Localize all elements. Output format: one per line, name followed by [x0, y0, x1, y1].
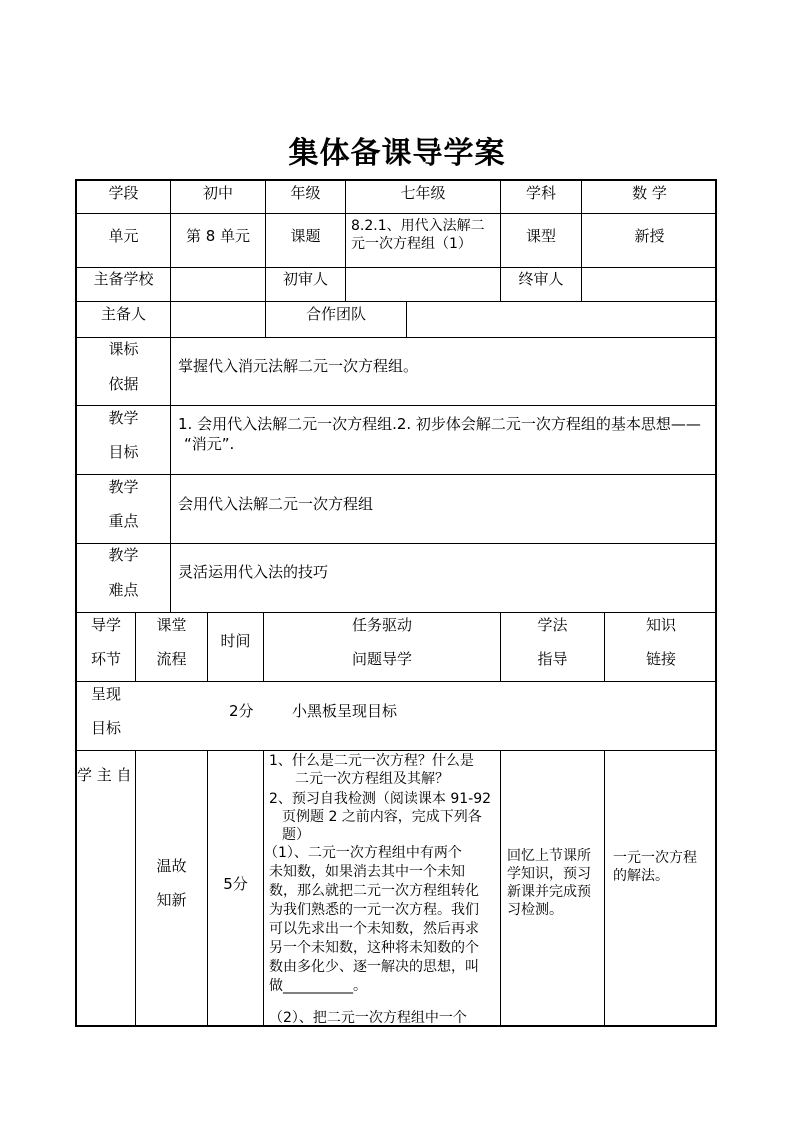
- keypoint-text: 会用代入法解二元一次方程组: [178, 495, 374, 513]
- label-difficulty-line2: 难点: [108, 581, 139, 599]
- row-divider: [77, 612, 717, 613]
- value-unit: 第 8 单元: [185, 227, 251, 245]
- label-final-reviewer: 终审人: [518, 270, 564, 288]
- task-line: 做__________。: [269, 978, 367, 994]
- col-head-time: 时间: [220, 632, 251, 650]
- task-line: （1）、二元一次方程组中有两个: [264, 845, 462, 861]
- row-divider: [77, 301, 717, 302]
- label-unit: 单元: [108, 227, 139, 245]
- task-line: 另一个未知数，这种将未知数的个: [269, 940, 479, 956]
- label-team: 合作团队: [305, 305, 366, 323]
- difficulty-text: 灵活运用代入法的技巧: [178, 563, 329, 581]
- curriculum-text: 掌握代入消元法解二元一次方程组。: [178, 357, 419, 375]
- col-divider: [406, 301, 407, 337]
- col-head-flow-2: 流程: [156, 650, 187, 668]
- task-line: 数，那么就把二元一次方程组转化: [269, 883, 479, 899]
- flow-review-2: 知新: [156, 891, 187, 909]
- task-line: （2）、把二元一次方程组中一个: [269, 1010, 467, 1026]
- label-objective-line2: 目标: [108, 443, 139, 461]
- value-topic-line1: 8.2.1、用代入法解二: [351, 218, 485, 234]
- task-line: 页例题 2 之前内容，完成下列各: [282, 809, 482, 825]
- value-subject: 数 学: [632, 184, 667, 202]
- col-divider: [604, 750, 605, 1027]
- row-divider: [77, 405, 717, 406]
- label-topic: 课题: [290, 227, 321, 245]
- task-line: 二元一次方程组及其解？: [295, 771, 449, 787]
- task-line: 为我们熟悉的一元一次方程。我们: [269, 902, 479, 918]
- objective-text-line2: “消元”.: [184, 435, 235, 453]
- label-lesson-type: 课型: [525, 227, 556, 245]
- label-subject: 学科: [525, 184, 556, 202]
- task-line: 1、什么是二元一次方程？什么是: [269, 753, 474, 769]
- col-head-link-1: 知识: [645, 616, 676, 634]
- label-curriculum-line1: 课标: [108, 340, 139, 358]
- task-line: 2、预习自我检测（阅读课本 91-92: [269, 791, 492, 807]
- col-divider: [135, 750, 136, 1027]
- label-first-reviewer: 初审人: [282, 270, 328, 288]
- review-time: 5分: [223, 875, 248, 893]
- col-divider: [500, 750, 501, 1027]
- col-head-flow-1: 课堂: [156, 616, 187, 634]
- task-line: 题）: [282, 827, 310, 843]
- col-head-stage-1: 导学: [90, 616, 121, 634]
- page-title: 集体备课导学案: [288, 136, 506, 171]
- col-divider: [263, 750, 264, 1027]
- present-desc: 小黑板呈现目标: [292, 702, 398, 720]
- link-line: 一元一次方程: [613, 850, 697, 866]
- value-stage: 初中: [202, 184, 233, 202]
- present-label-1: 呈现: [90, 685, 121, 703]
- self-study-stage: 学 主 自: [77, 766, 132, 784]
- row-divider: [77, 267, 717, 268]
- value-lesson-type: 新授: [634, 227, 665, 245]
- present-time: 2分: [229, 702, 254, 720]
- col-head-task-1: 任务驱动: [351, 616, 412, 634]
- link-line: 的解法。: [613, 868, 669, 884]
- method-line: 学知识，预习: [507, 866, 591, 882]
- value-grade: 七年级: [400, 184, 446, 202]
- label-stage: 学段: [108, 184, 139, 202]
- col-head-method-1: 学法: [537, 616, 568, 634]
- row-divider: [77, 474, 717, 475]
- label-main-school: 主备学校: [93, 270, 154, 288]
- flow-review-1: 温故: [156, 857, 187, 875]
- value-topic-line2: 元一次方程组（1）: [351, 236, 472, 252]
- present-label-2: 目标: [90, 719, 121, 737]
- label-grade: 年级: [290, 184, 321, 202]
- row-divider: [77, 543, 717, 544]
- label-keypoint-line1: 教学: [108, 478, 139, 496]
- task-line: 未知数，如果消去其中一个未知: [269, 864, 465, 880]
- lesson-plan-table: [75, 179, 717, 1027]
- objective-text-line1: 1. 会用代入法解二元一次方程组.2. 初步体会解二元一次方程组的基本思想——: [178, 415, 701, 433]
- row-divider: [77, 213, 717, 214]
- label-difficulty-line1: 教学: [108, 546, 139, 564]
- label-curriculum-line2: 依据: [108, 375, 139, 393]
- col-head-method-2: 指导: [537, 650, 568, 668]
- label-objective-line1: 教学: [108, 409, 139, 427]
- row-divider: [77, 337, 717, 338]
- col-head-stage-2: 环节: [90, 650, 121, 668]
- col-head-task-2: 问题导学: [351, 650, 412, 668]
- row-divider: [77, 750, 717, 751]
- method-line: 习检测。: [507, 902, 563, 918]
- col-head-link-2: 链接: [645, 650, 676, 668]
- task-line: 可以先求出一个未知数，然后再求: [269, 921, 479, 937]
- row-divider: [77, 681, 717, 682]
- method-line: 新课并完成预: [507, 884, 591, 900]
- col-divider: [170, 337, 171, 612]
- col-divider: [170, 301, 171, 337]
- label-main-preparer: 主备人: [100, 305, 146, 323]
- task-line: 数由多化少、逐一解决的思想，叫: [269, 959, 479, 975]
- label-keypoint-line2: 重点: [108, 512, 139, 530]
- method-line: 回忆上节课所: [507, 848, 591, 864]
